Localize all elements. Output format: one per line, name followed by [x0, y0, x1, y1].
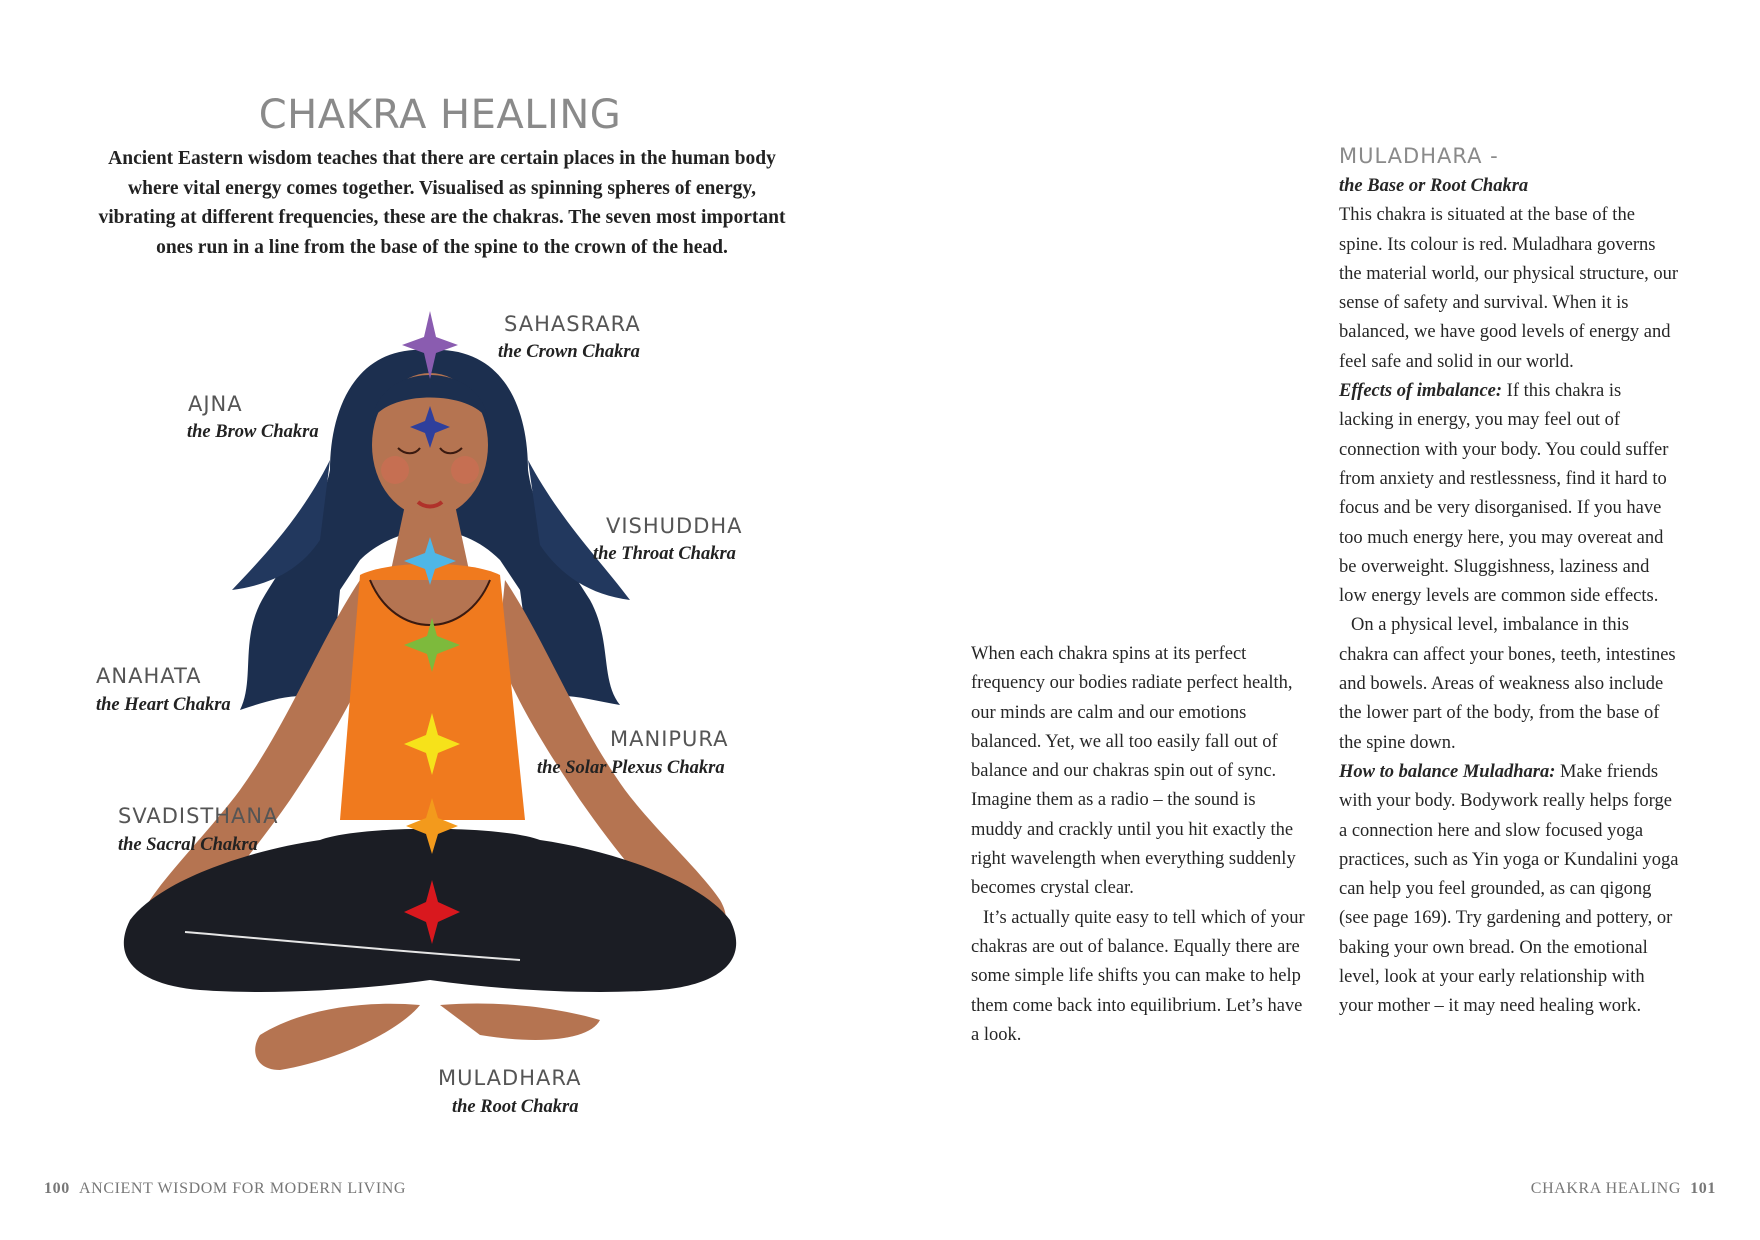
right-cheek	[451, 456, 479, 484]
ajna-subtitle: the Brow Chakra	[187, 422, 319, 442]
intro-column	[971, 640, 1311, 1050]
right-page-number: 101	[1690, 1180, 1716, 1197]
muladhara-heading: MULADHARA -	[1339, 144, 1499, 168]
svadisthana-name: SVADISTHANA	[118, 804, 279, 828]
muladhara-paragraph-1: This chakra is situated at the base of the spine. Its colour is red. Muladhara governs the material world, our physical structure, our sense of safety and survival. When it is balanced, we have good levels of energy and feel safe and solid in our world.	[1339, 205, 1679, 372]
col1-paragraph-1: When each chakra spins at its perfect frequency our bodies radiate perfect health, our minds are calm and our emotions balanced. Yet, we all too easily fall out of balance and our chakras spin out of sync. Imagine them as a radio – the sound is muddy and crackly until you hit exactly the right wavelength when everything suddenly becomes crystal clear.	[971, 644, 1296, 899]
left-cheek	[381, 456, 409, 484]
svadisthana-subtitle: the Sacral Chakra	[118, 835, 258, 855]
right-foot	[440, 1003, 600, 1040]
manipura-name: MANIPURA	[610, 727, 729, 751]
vishuddha-name: VISHUDDHA	[606, 514, 743, 538]
page-title: CHAKRA HEALING	[258, 92, 622, 138]
col1-paragraph-2: It’s actually quite easy to tell which of your chakras are out of balance. Equally there are some simple life shifts you can make to help them come back into equilibrium. Let’s have a look.	[971, 907, 1305, 1045]
effects-text: If this chakra is lacking in energy, you may feel out of connection with your body. You could suffer from anxiety and restlessness, find it hard to focus and be very disorganised. If you have too much energy here, you may overeat and be overweight. Sluggishness, laziness and low energy levels are common side effects.	[1339, 381, 1669, 607]
effects-label: Effects of imbalance:	[1339, 381, 1503, 402]
left-running-head: ANCIENT WISDOM FOR MODERN LIVING	[79, 1180, 407, 1197]
muladhara-name: MULADHARA	[438, 1066, 582, 1090]
balance-label: How to balance Muladhara:	[1339, 761, 1556, 782]
muladhara-subtitle: the Root Chakra	[452, 1097, 579, 1117]
right-running-head: CHAKRA HEALING	[1530, 1180, 1681, 1197]
muladhara-column	[1339, 140, 1679, 1022]
effects-paragraph	[1339, 377, 1679, 611]
balance-text: Make friends with your body. Bodywork really helps forge a connection here and slow focused yoga practices, such as Yin yoga or Kundalini yoga can help you feel grounded, as can qigong (see page 169). Try gardening and pottery, or baking your own bread. On the emotional level, look at your early relationship with your mother – it may need healing work.	[1339, 761, 1679, 1017]
right-footer	[1531, 1180, 1716, 1198]
left-page-number: 100	[44, 1180, 70, 1197]
intro-paragraph: Ancient Eastern wisdom teaches that there are certain places in the human body where vital energy comes together. Visualised as spinning spheres of energy, vibrating at different frequencies, these are the chakras. The seven most important ones run in a line from the base of the spine to the crown of the head.	[98, 148, 786, 258]
left-footer	[44, 1180, 406, 1198]
anahata-subtitle: the Heart Chakra	[96, 695, 231, 715]
meditating-woman-illustration	[0, 0, 880, 1120]
vishuddha-subtitle: the Throat Chakra	[593, 544, 736, 564]
left-foot	[255, 1004, 420, 1070]
sahasrara-name: SAHASRARA	[504, 312, 641, 336]
sahasrara-subtitle: the Crown Chakra	[498, 342, 640, 362]
muladhara-subheading: the Base or Root Chakra	[1339, 176, 1529, 196]
ajna-name: AJNA	[188, 392, 243, 416]
balance-paragraph	[1339, 758, 1679, 1022]
muladhara-paragraph-3: On a physical level, imbalance in this chakra can affect your bones, teeth, intestines and bowels. Areas of weakness also include the lower part of the body, from the base of the spine down.	[1339, 615, 1676, 753]
manipura-subtitle: the Solar Plexus Chakra	[537, 758, 725, 778]
anahata-name: ANAHATA	[96, 664, 202, 688]
